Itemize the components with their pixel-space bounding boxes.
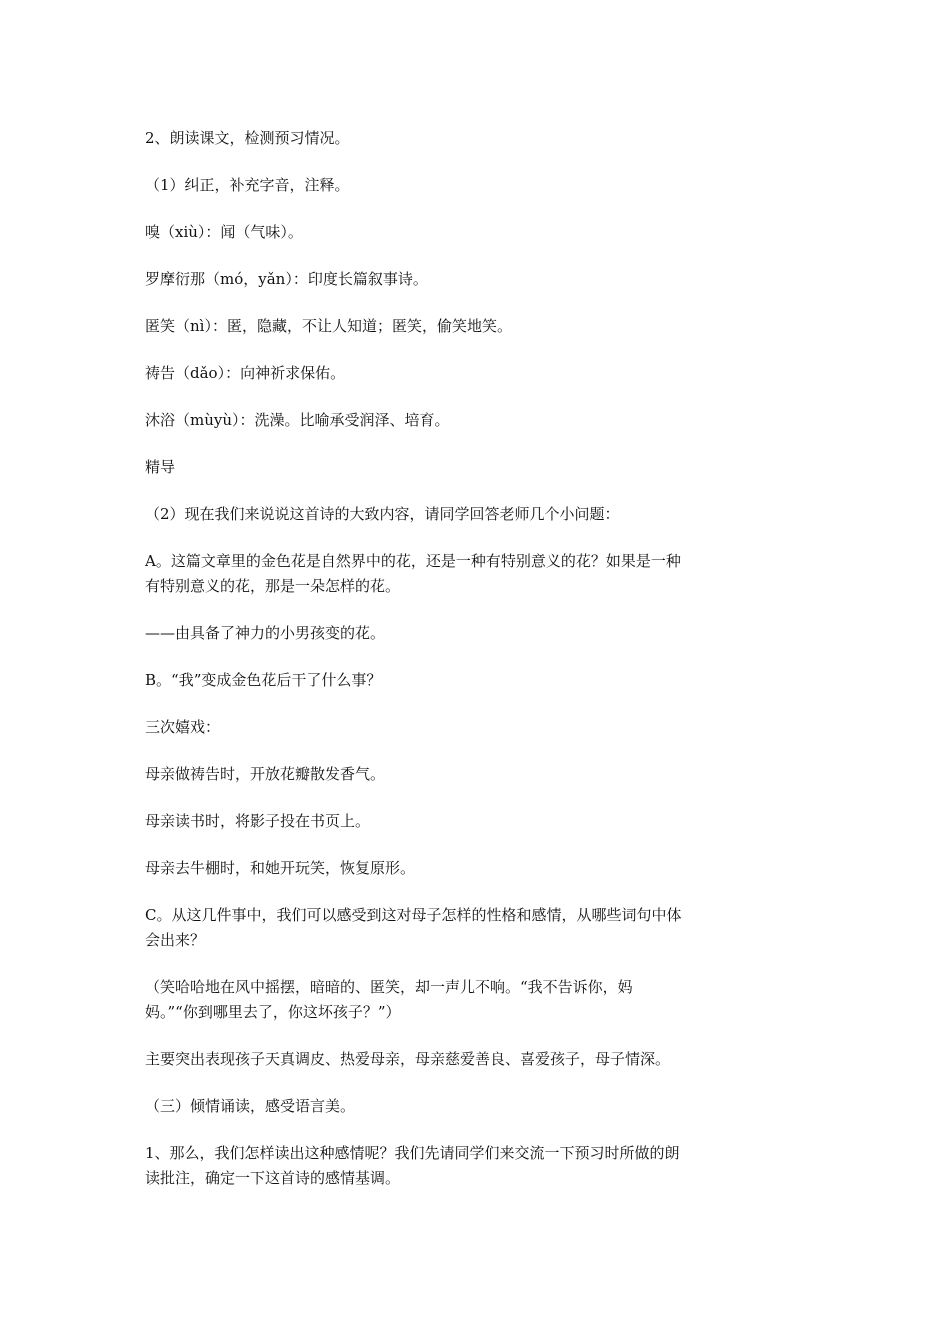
- paragraph-quotes: （笑哈哈地在风中摇摆，暗暗的、匿笑，却一声儿不响。“我不告诉你，妈妈。”“你到哪里去了，你这坏孩子？”）: [145, 978, 633, 1021]
- paragraph-reading-check: 2、朗读课文，检测预习情况。: [145, 129, 350, 147]
- paragraph-play-1: 母亲做祷告时，开放花瓣散发香气。: [145, 765, 386, 783]
- paragraph-question-c: C。从这几件事中，我们可以感受到这对母子怎样的性格和感情，从哪些词句中体会出来？: [145, 906, 682, 949]
- paragraph-vocab-nixiao: 匿笑（nì）：匿，隐藏，不让人知道；匿笑，偷笑地笑。: [145, 317, 512, 335]
- paragraph-recitation-discussion: 1、那么，我们怎样读出这种感情呢？我们先请同学们来交流一下预习时所做的朗读批注，确定一下这首诗的感情基调。: [145, 1144, 680, 1187]
- paragraph-play-3: 母亲去牛棚时，和她开玩笑，恢复原形。: [145, 859, 416, 877]
- paragraph-vocab-ramayana: 罗摩衍那（mó，yǎn）：印度长篇叙事诗。: [145, 270, 428, 288]
- paragraph-question-b: B。“我”变成金色花后干了什么事？: [145, 671, 382, 689]
- section-heading-guidance: 精导: [145, 458, 176, 476]
- paragraph-vocab-xiu: 嗅（xiù）：闻（气味）。: [145, 223, 303, 241]
- paragraph-summary: 主要突出表现孩子天真调皮、热爱母亲，母亲慈爱善良、喜爱孩子，母子情深。: [145, 1050, 671, 1068]
- paragraph-question-intro: （2）现在我们来说说这首诗的大致内容，请同学回答老师几个小问题：: [145, 505, 620, 523]
- paragraph-correct-pronunciation: （1）纠正，补充字音，注释。: [145, 176, 350, 194]
- paragraph-vocab-daogao: 祷告（dǎo）：向神祈求保佑。: [145, 364, 346, 382]
- document-body: [145, 126, 685, 1213]
- paragraph-three-plays: 三次嬉戏：: [145, 718, 221, 736]
- paragraph-play-2: 母亲读书时，将影子投在书页上。: [145, 812, 371, 830]
- paragraph-answer-a: ——由具备了神力的小男孩变的花。: [145, 624, 386, 642]
- paragraph-vocab-muyu: 沐浴（mùyù）：洗澡。比喻承受润泽、培育。: [145, 411, 450, 429]
- section-heading-recitation: （三）倾情诵读，感受语言美。: [145, 1097, 356, 1115]
- paragraph-question-a: A。这篇文章里的金色花是自然界中的花，还是一种有特别意义的花？如果是一种有特别意义的花，那是一朵怎样的花。: [145, 552, 681, 595]
